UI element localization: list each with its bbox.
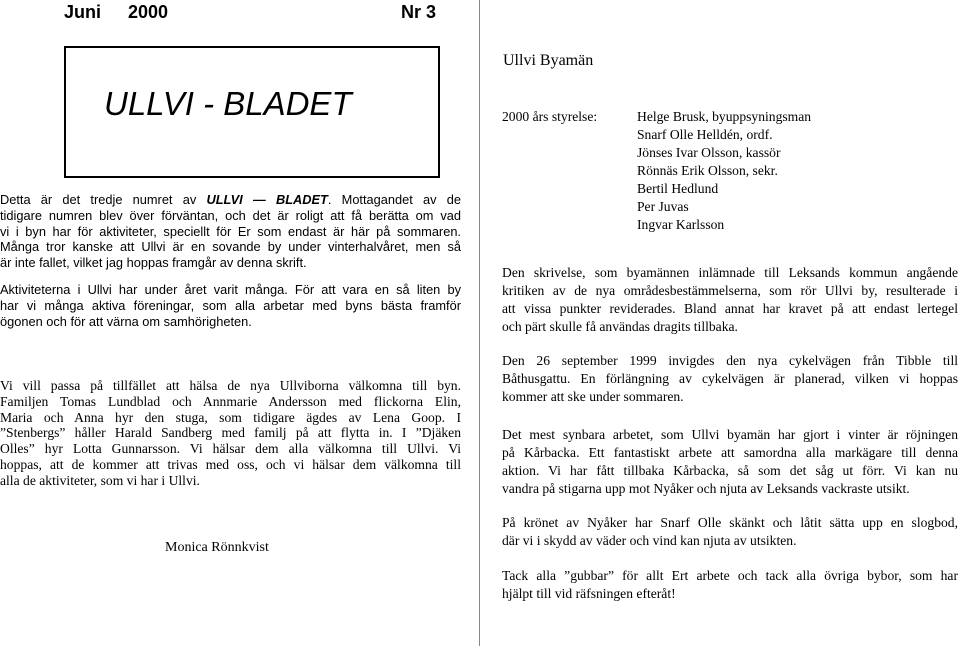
nyaker-line: På krönet av Nyåker har Snarf Olle skänkt och låtit sätta upp en slogbod, bbox=[502, 515, 958, 530]
board-member: Helge Brusk, byuppsyningsman bbox=[637, 109, 812, 124]
regulations-paragraph bbox=[502, 264, 958, 336]
signature: Monica Rönnkvist bbox=[165, 540, 269, 555]
intro-line: är inte fallet, vilket jag hoppas framgår av denna skrift. bbox=[0, 255, 307, 271]
board-label: 2000 års styrelse: bbox=[502, 109, 598, 124]
thanks-paragraph bbox=[502, 567, 958, 603]
welcome-line: Familjen Tomas Lundblad och Annmarie Andersson med flickorna Elin, bbox=[0, 393, 461, 409]
nyaker-line: där vi i skydd av väder och vind kan njuta av utsikten. bbox=[502, 533, 797, 548]
column-divider bbox=[479, 0, 480, 646]
welcome-paragraph bbox=[0, 378, 461, 489]
intro-line-1: Detta är det tredje numret av ULLVI — BLADET. Mottagandet av de bbox=[0, 192, 461, 207]
regulations-line: och pärt skulle få användas dragits tillbaka. bbox=[502, 319, 738, 334]
inline-title: ULLVI — BLADET bbox=[206, 192, 328, 207]
welcome-line: Olles” hyr Lotta Gunnarsson. Vi hälsar dem alla välkomna till Ullvi. Vi bbox=[0, 441, 461, 457]
welcome-line: Vi vill passa på tillfället att hälsa de nya Ullviborna välkomna till byn. bbox=[0, 378, 461, 393]
board-member: Jönses Ivar Olsson, kassör bbox=[637, 145, 781, 160]
header-issue: Nr 3 bbox=[401, 2, 437, 22]
karbacka-line: Det mest synbara arbetet, som Ullvi byamän har gjort i vinter är röjningen bbox=[502, 427, 958, 442]
activities-paragraph bbox=[0, 282, 461, 329]
masthead-title: ULLVI - BLADET bbox=[104, 85, 352, 122]
activities-line: ögonen och för att värna om samhörigheten. bbox=[0, 313, 252, 329]
intro-line: tidigare numren blev över förväntan, och det är roligt att få berätta om vad bbox=[0, 207, 461, 223]
bikepath-line: Den 26 september 1999 invigdes den nya cykelvägen från Tibble till bbox=[502, 353, 958, 368]
intro-line: vi i byn har för aktiviteter, speciellt för Er som endast är här på sommaren. bbox=[0, 223, 461, 239]
karbacka-line: på Kårbacka. Ett fantastiskt arbete att samordna alla markägare till denna bbox=[502, 445, 958, 460]
bikepath-line: kommer att ske under sommaren. bbox=[502, 389, 684, 404]
regulations-line: kritiken av de nya områdesbestämmelserna, som rör Ullvi by, resulterade i bbox=[502, 283, 958, 298]
karbacka-line: vandra på stigarna upp mot Nyåker och njuta av Leksands vackraste utsikt. bbox=[502, 481, 910, 496]
header-year: 2000 bbox=[128, 2, 169, 22]
thanks-line: Tack alla ”gubbar” för allt Ert arbete och tack alla övriga bybor, som har bbox=[502, 568, 958, 583]
section-heading: Ullvi Byamän bbox=[503, 52, 594, 69]
board-member: Rönnäs Erik Olsson, sekr. bbox=[637, 163, 778, 178]
nyaker-paragraph bbox=[502, 514, 958, 550]
karbacka-paragraph bbox=[502, 426, 958, 498]
welcome-line: Maria och Anna hyr den stuga, som tidigare ägdes av Lena Goop. I bbox=[0, 409, 461, 425]
activities-line: Aktiviteterna i Ullvi har under året varit många. För att vara en så liten by bbox=[0, 282, 461, 297]
intro-line: Många tror kanske att Ullvi är en sovande by under vinterhalvåret, men så bbox=[0, 239, 461, 255]
board-member-list bbox=[637, 108, 811, 234]
welcome-line: ”Stenbergs” håller Harald Sandberg med familj på att flytta in. I ”Djäken bbox=[0, 425, 461, 441]
regulations-line: Den skrivelse, som byamännen inlämnade till Leksands kommun angående bbox=[502, 265, 958, 280]
board-member: Snarf Olle Helldén, ordf. bbox=[637, 127, 773, 142]
thanks-line: hjälpt till vid räfsningen efteråt! bbox=[502, 586, 676, 601]
intro-paragraph bbox=[0, 192, 461, 271]
welcome-line: alla de aktiviteter, som vi har i Ullvi. bbox=[0, 472, 200, 488]
bikepath-line: Båthusgattu. En förlängning av cykelvägen är planerad, vilken vi hoppas bbox=[502, 371, 958, 386]
regulations-line: att vissa punkter reviderades. Bland annat har kravet på att endast lertegel bbox=[502, 301, 958, 316]
board-member: Ingvar Karlsson bbox=[637, 217, 725, 232]
header-month: Juni bbox=[64, 2, 102, 22]
left-column bbox=[0, 0, 479, 646]
activities-line: har vi många aktiva föreningar, som alla arbetar med byns bästa framför bbox=[0, 297, 461, 313]
welcome-line: hoppas, att de kommer att trivas med oss, och vi hälsar dem välkomna till bbox=[0, 456, 461, 472]
board-member: Bertil Hedlund bbox=[637, 181, 719, 196]
karbacka-line: aktion. Vi har fått tillbaka Kårbacka, så som det såg ut förr. Vi kan nu bbox=[502, 463, 958, 478]
bikepath-paragraph bbox=[502, 352, 958, 406]
board-member: Per Juvas bbox=[637, 199, 689, 214]
